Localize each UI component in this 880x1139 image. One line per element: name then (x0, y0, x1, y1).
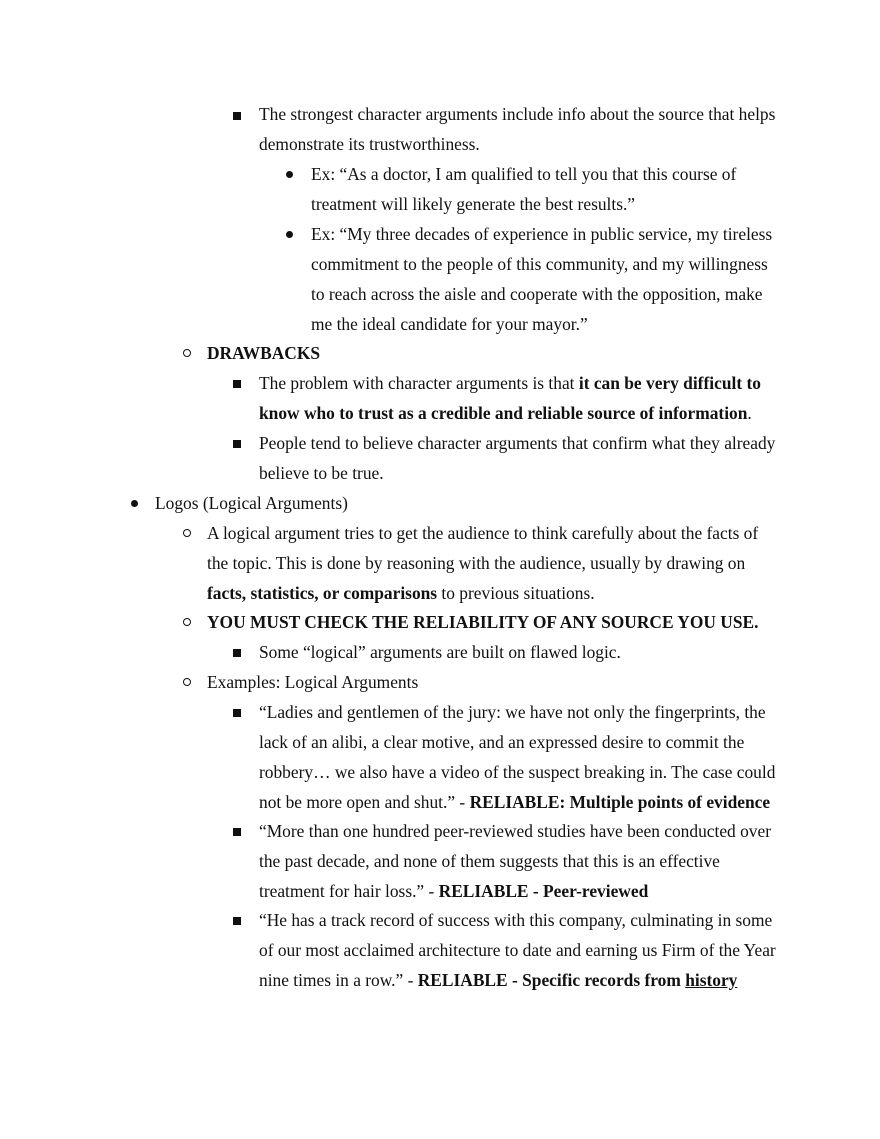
heading-drawbacks (207, 338, 320, 368)
text-line: Ex: “My three decades of experience in public service, my tireless (311, 224, 773, 244)
text-line (259, 965, 776, 995)
plain-text: to previous situations. (437, 583, 595, 603)
square-bullet-icon (233, 112, 241, 120)
text-line: “More than one hundred peer-reviewed studies have been conducted over (259, 821, 771, 841)
square-bullet-icon (233, 380, 241, 388)
text-line (259, 787, 775, 817)
bold-text: it can be very difficult to (578, 373, 761, 393)
plain-text: The problem with character arguments is that (259, 373, 579, 393)
text-line (259, 368, 761, 398)
dot-bullet-icon (286, 231, 293, 238)
bold-text: RELIABLE: Multiple points of evidence (469, 792, 771, 812)
square-bullet-icon (233, 828, 241, 836)
heading-must-check (207, 607, 758, 637)
circle-bullet-icon (183, 349, 191, 357)
plain-text: treatment for hair loss.” - (259, 881, 439, 901)
text-line (259, 398, 761, 428)
text-line: believe to be true. (259, 463, 384, 483)
dot-bullet-icon (131, 500, 138, 507)
bold-text: facts, statistics, or comparisons (207, 583, 438, 603)
bold-text: RELIABLE - Specific records from (417, 970, 686, 990)
list-item-firm-example (259, 905, 776, 995)
underlined-bold-text: history (685, 970, 738, 990)
text-line: demonstrate its trustworthiness. (259, 134, 480, 154)
text-line: the past decade, and none of them suggests that this is an effective (259, 851, 720, 871)
square-bullet-icon (233, 440, 241, 448)
list-item-confirm-bias (259, 428, 775, 488)
plain-text: not be more open and shut.” - (259, 792, 470, 812)
plain-text: . (747, 403, 752, 423)
list-item-example-mayor (311, 219, 772, 339)
text-line: Ex: “As a doctor, I am qualified to tell you that this course of (311, 164, 737, 184)
text-line: me the ideal candidate for your mayor.” (311, 314, 588, 334)
heading-text: YOU MUST CHECK THE RELIABILITY OF ANY SOURCE YOU USE. (207, 612, 759, 632)
text-line: The strongest character arguments include info about the source that helps (259, 104, 776, 124)
text-line: A logical argument tries to get the audience to think carefully about the facts of (207, 523, 759, 543)
bold-text: RELIABLE - Peer-reviewed (438, 881, 649, 901)
bold-text: know who to trust as a credible and reliable source of information (259, 403, 748, 423)
list-item-jury-example (259, 697, 775, 817)
text-line: of our most acclaimed architecture to date and earning us Firm of the Year (259, 940, 776, 960)
heading-text: DRAWBACKS (207, 343, 321, 363)
text-line: lack of an alibi, a clear motive, and an expressed desire to commit the (259, 732, 745, 752)
text-line: commitment to the people of this community, and my willingness (311, 254, 768, 274)
text-line: to reach across the aisle and cooperate with the opposition, make (311, 284, 763, 304)
dot-bullet-icon (286, 171, 293, 178)
circle-bullet-icon (183, 618, 191, 626)
plain-text: nine times in a row.” - (259, 970, 418, 990)
list-item-examples (207, 667, 418, 697)
square-bullet-icon (233, 649, 241, 657)
square-bullet-icon (233, 917, 241, 925)
list-item-example-doctor (311, 159, 736, 219)
text-line (259, 876, 771, 906)
square-bullet-icon (233, 709, 241, 717)
text-line: robbery… we also have a video of the suspect breaking in. The case could (259, 762, 776, 782)
text-line (207, 578, 758, 608)
text-line: People tend to believe character arguments that confirm what they already (259, 433, 776, 453)
text-line: “He has a track record of success with this company, culminating in some (259, 910, 773, 930)
list-item-strongest (259, 99, 775, 159)
list-item-logos (155, 488, 348, 518)
list-item-logical-definition (207, 518, 758, 608)
circle-bullet-icon (183, 529, 191, 537)
text-line: Logos (Logical Arguments) (155, 493, 348, 513)
list-item-flawed-logic (259, 637, 621, 667)
list-item-hair-example (259, 816, 771, 906)
list-item-problem (259, 368, 761, 428)
text-line: Examples: Logical Arguments (207, 672, 419, 692)
text-line: Some “logical” arguments are built on flawed logic. (259, 642, 621, 662)
text-line: the topic. This is done by reasoning with the audience, usually by drawing on (207, 553, 746, 573)
text-line: treatment will likely generate the best results.” (311, 194, 636, 214)
text-line: “Ladies and gentlemen of the jury: we have not only the fingerprints, the (259, 702, 766, 722)
circle-bullet-icon (183, 678, 191, 686)
